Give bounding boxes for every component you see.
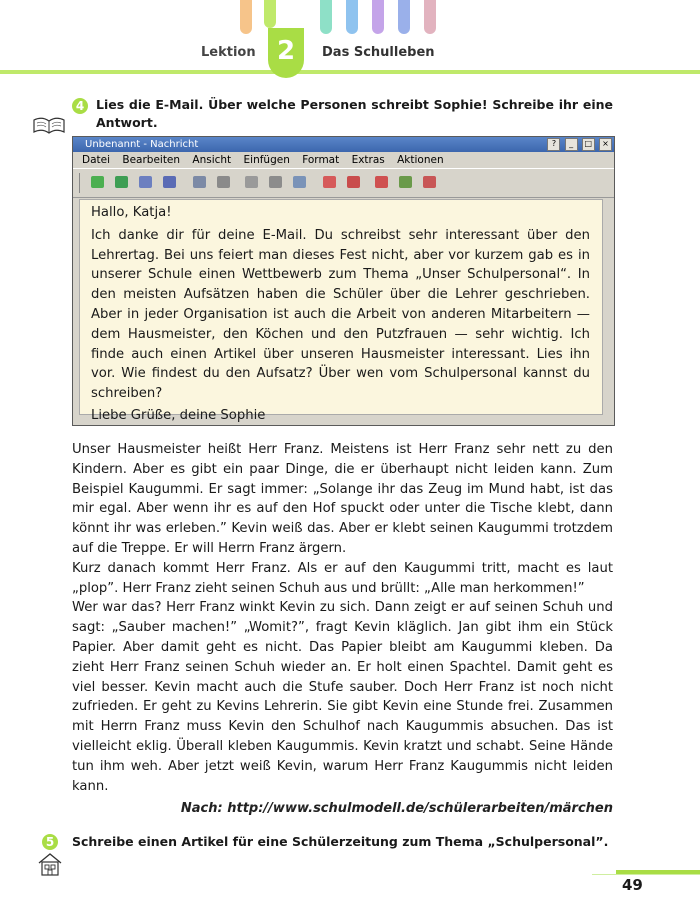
task-number-4: 4 [72,98,88,114]
menu-bar [73,152,614,168]
header-tab [398,0,410,34]
redo-icon[interactable] [269,176,282,188]
header-divider [0,70,700,74]
article-text [72,440,613,796]
menu-extras[interactable]: Extras [351,154,385,166]
header-tab [346,0,358,34]
send-icon[interactable] [91,176,104,188]
message-text: Ich danke dir für deine E-Mail. Du schreibst sehr interessant über den Lehrertag. Bei uns feiert man dieses Fest nicht, aber vor kurzem gab es in unserer Schule einen Wettbewerb zum Thema „Unser Schulpersonal“. In den meisten Aufsätzen haben die Schüler über die Lehrer geschrieben. Aber in jeder Organisation ist auch die Arbeit von anderen Mitarbeitern — dem Hausmeister, den Köchen und den Putzfrauen — sehr wichtig. Ich finde auch einen Artikel über unseren Hausmeister interessant. Lies ihn vor. Wie findest du den Aufsatz? Über wen vom Schulpersonal kannst du schreiben? [91,227,590,402]
lesson-number-badge: 2 [268,28,304,78]
menu-einfuegen[interactable]: Einfügen [243,154,290,166]
save-icon[interactable] [115,176,128,188]
task-number-5: 5 [42,834,58,850]
check-names-icon[interactable] [347,176,360,188]
minimize-button[interactable]: _ [565,138,578,151]
page-number: 49 [622,876,643,894]
attach-icon[interactable] [375,176,388,188]
cut-icon[interactable] [139,176,152,188]
find-icon[interactable] [293,176,306,188]
article-paragraph-2: Kurz danach kommt Herr Franz. Als er auf den Kaugummi tritt, macht es laut „plop”. Herr Franz zieht seinen Schuh aus und brüllt: „Alle man herkommen!” [72,560,613,596]
copy-icon[interactable] [163,176,176,188]
article-paragraph-1: Unser Hausmeister heißt Herr Franz. Meistens ist Herr Franz sehr nett zu den Kindern. Aber es gibt ein paar Dinge, die er überhaupt nicht leiden kann. Zum Beispiel Kaugummi. Er sagt immer: „Solange ihr das Zeug im Mund habt, ist das mir egal. Aber wenn ihr es auf den Hof spuckt oder unter die Tische klebt, dann könnt ihr was erleben.” Kevin weiß das. Aber er klebt seinen Kaugummi trotzdem auf die Treppe. Er will Herrn Franz ärgern. [72,442,613,556]
menu-aktionen[interactable]: Aktionen [397,154,444,166]
header-tab [424,0,436,34]
article-source: Nach: http://www.schulmodell.de/schülerarbeiten/märchen [180,801,613,816]
sign-icon[interactable] [423,176,436,188]
paste-icon[interactable] [193,176,206,188]
chapter-title: Das Schulleben [322,45,435,60]
undo-icon[interactable] [245,176,258,188]
window-titlebar [73,137,614,152]
print-icon[interactable] [217,176,230,188]
open-book-icon [32,114,66,136]
toolbar-grip [79,173,80,193]
close-button[interactable]: × [599,138,612,151]
menu-datei[interactable]: Datei [82,154,111,166]
house-icon [36,851,64,877]
toolbar [73,168,614,198]
task-5-instruction: Schreibe einen Artikel für eine Schülerzeitung zum Thema „Schulpersonal”. [72,834,609,849]
header-tab [240,0,252,34]
header-tab [320,0,332,34]
lesson-label: Lektion [201,45,256,60]
address-icon[interactable] [323,176,336,188]
menu-ansicht[interactable]: Ansicht [192,154,232,166]
task-4-instruction: Lies die E-Mail. Über welche Personen schreibt Sophie! Schreibe ihr eine Antwort. [96,97,613,130]
email-window [72,136,615,426]
menu-bearbeiten[interactable]: Bearbeiten [122,154,181,166]
message-closing: Liebe Grüße, deine Sophie [91,407,266,423]
article-paragraph-3: Wer war das? Herr Franz winkt Kevin zu sich. Dann zeigt er auf seinen Schuh und sagt: „Sauber machen!” „Womit?”, fragt Kevin kläglich. Jan gibt ihm ein Stück Papier. Aber damit geht es nicht. Das Papier bleibt am Kaugummi kleben. Da zieht Herr Franz seinen Schuh wieder an. Er holt einen Spachtel. Damit geht es viel besser. Kevin macht auch die Stufe sauber. Doch Herr Franz ist noch nicht zufrieden. Er geht zu Kevins Lehrerin. Sie gibt Kevin eine Stunde frei. Zusammen mit Herrn Franz muss Kevin den Schulhof nach Kaugummis absuchen. Das ist vielleicht eklig. Überall kleben Kaugummis. Kevin kratzt und schabt. Seine Hände tun ihm weh. Aber jetzt weiß Kevin, warum Herr Franz Kaugummis nicht leiden kann. [72,600,613,794]
header-tab [372,0,384,34]
maximize-button[interactable]: □ [582,138,595,151]
message-body[interactable] [79,199,603,423]
menu-format[interactable]: Format [302,154,340,166]
footer-thin-line [592,874,700,875]
window-title: Unbenannt - Nachricht [85,139,199,150]
header-tab [264,0,276,28]
priority-icon[interactable] [399,176,412,188]
message-greeting: Hallo, Katja! [91,205,172,220]
help-button[interactable]: ? [547,138,560,151]
